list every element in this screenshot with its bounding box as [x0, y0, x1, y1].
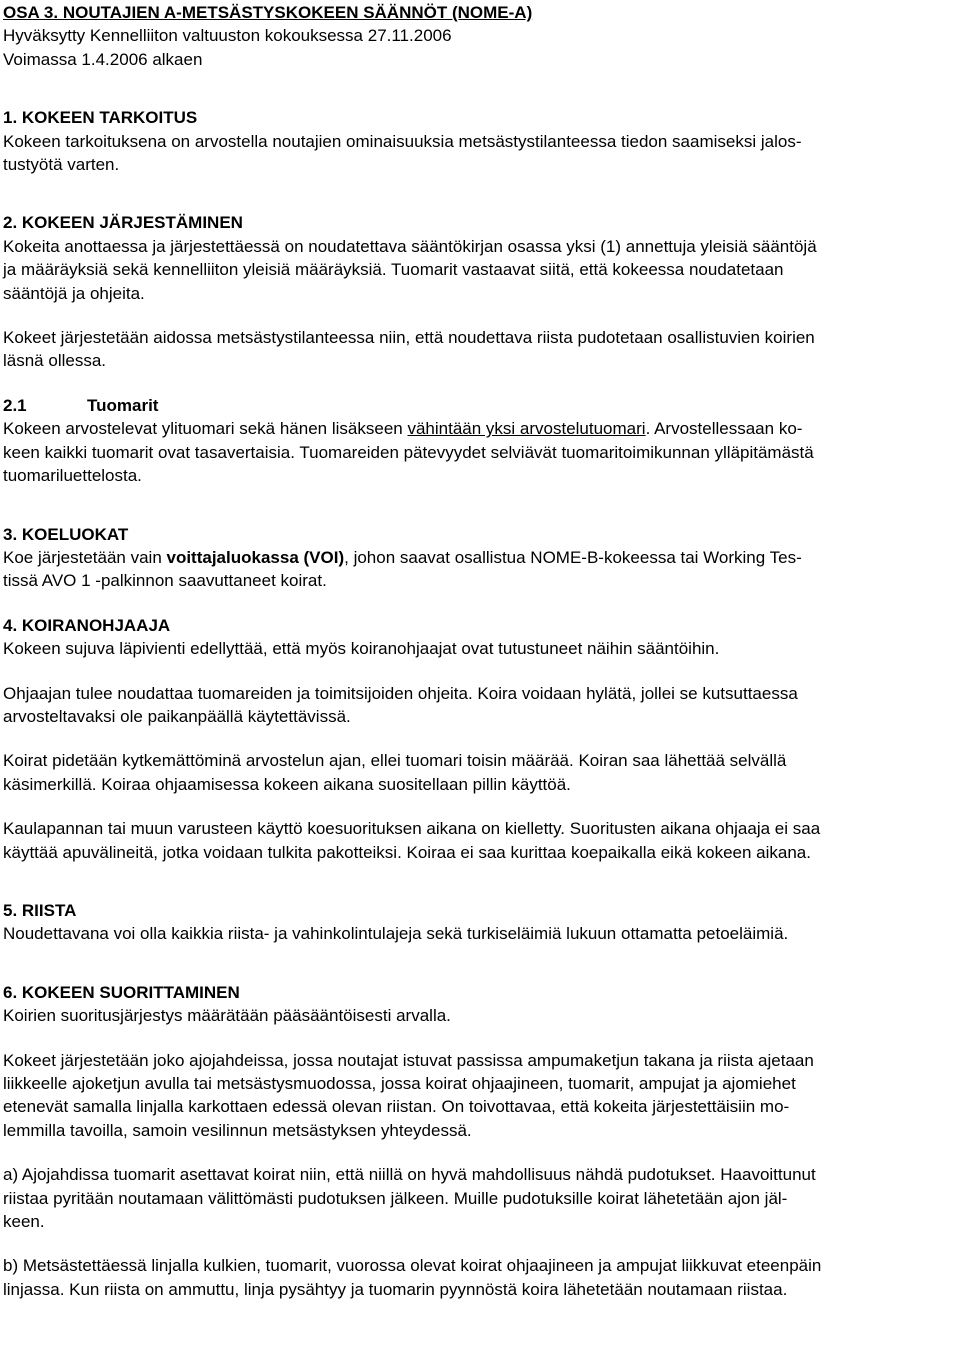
section-6-text-line: linjassa. Kun riista on ammuttu, linja pysähtyy ja tuomarin pyynnöstä koira lähetetään noutamaan riistaa. [3, 1279, 788, 1299]
section-4-text-line: Kaulapannan tai muun varusteen käyttö koesuorituksen aikana on kielletty. Suoritusten aikana ohjaaja ei saa [3, 819, 821, 839]
section-4-text-line: arvosteltavaksi ole paikanpäällä käytettävissä. [3, 706, 351, 726]
section-3-text-line [3, 546, 958, 569]
section-3-heading: 3. KOELUOKAT [3, 524, 129, 544]
section-1-heading: 1. KOKEEN TARKOITUS [3, 108, 198, 128]
section-2-text-line: läsnä ollessa. [3, 351, 107, 371]
section-6 [3, 981, 958, 1301]
section-5 [3, 899, 958, 946]
section-2-text-line: ja määräyksiä sekä kennelliiton yleisiä määräyksiä. Tuomarit vastaavat siitä, että kokeessa noudatetaan [3, 260, 784, 280]
section-6-text-line: keen. [3, 1212, 45, 1232]
section-1-text-line: tustyötä varten. [3, 155, 120, 175]
section-2-text-line: sääntöjä ja ohjeita. [3, 283, 145, 303]
underlined-text: vähintään yksi arvostelutuomari [407, 419, 646, 439]
text-run: , johon saavat osallistua NOME-B-kokeessa tai Working Tes- [344, 547, 802, 567]
section-4 [3, 614, 958, 864]
section-6-text-line: liikkeelle ajoketjun avulla tai metsästysmuodossa, jossa koirat ohjaajineen, tuomarit, ampujat ja ajomiehet [3, 1074, 796, 1093]
section-2-text-line: Kokeita anottaessa ja järjestettäessä on noudatettava sääntökirjan osassa yksi (1) annettuja yleisiä sääntöjä [3, 236, 817, 256]
section-3 [3, 523, 958, 593]
document-title: OSA 3. NOUTAJIEN A-METSÄSTYSKOKEEN SÄÄNNÖT (NOME-A) [3, 3, 533, 22]
section-1-text-line: Kokeen tarkoituksena on arvostella noutajien ominaisuuksia metsästystilanteessa tiedon saamiseksi jalos- [3, 131, 802, 151]
subsection-2-1-text-line [3, 417, 958, 440]
approval-note: Hyväksytty Kennelliiton valtuuston kokouksessa 27.11.2006 [3, 26, 452, 46]
section-6-heading: 6. KOKEEN SUORITTAMINEN [3, 982, 240, 1002]
section-6-text-line: a) Ajojahdissa tuomarit asettavat koirat niin, että niillä on hyvä mahdollisuus nähdä pudotukset. Haavoittunut [3, 1165, 816, 1185]
validity-note: Voimassa 1.4.2006 alkaen [3, 49, 203, 69]
section-6-text-line: riistaa pyritään noutamaan välittömästi pudotuksen jälkeen. Muille pudotuksille koirat lähetetään ajon jäl- [3, 1188, 788, 1208]
section-6-text-line: lemmilla tavoilla, samoin vesilinnun metsästyksen yhteydessä. [3, 1120, 472, 1140]
section-4-text-line: käsimerkillä. Koiraa ohjaamisessa kokeen aikana suositellaan pillin käyttöä. [3, 774, 571, 794]
text-run: . Arvostellessaan ko- [645, 419, 803, 439]
section-3-text-line: tissä AVO 1 -palkinnon saavuttaneet koirat. [3, 571, 327, 591]
section-2 [3, 211, 958, 487]
section-4-text-line: Kokeen sujuva läpivienti edellyttää, että myös koiranohjaajat ovat tutustuneet näihin sääntöihin. [3, 639, 720, 659]
section-4-text-line: Ohjaajan tulee noudattaa tuomareiden ja toimitsijoiden ohjeita. Koira voidaan hylätä, jollei se kutsuttaessa [3, 683, 798, 703]
section-6-text-line: Koirien suoritusjärjestys määrätään pääsääntöisesti arvalla. [3, 1006, 451, 1026]
document-header [3, 1, 958, 71]
section-6-text-line: Kokeet järjestetään joko ajojahdeissa, jossa noutajat istuvat passissa ampumaketjun takana ja riista ajetaan [3, 1050, 814, 1070]
section-2-heading: 2. KOKEEN JÄRJESTÄMINEN [3, 213, 243, 233]
section-5-text-line: Noudettavana voi olla kaikkia riista- ja vahinkolintulajeja sekä turkiseläimiä lukuun ottamatta petoeläimiä. [3, 924, 789, 944]
text-run: Kokeen arvostelevat ylituomari sekä hänen lisäkseen [3, 419, 408, 439]
section-6-text-line: etenevät samalla linjalla karkottaen edessä olevan riistan. On toivottavaa, että kokeita järjestettäisiin mo- [3, 1097, 790, 1117]
document-page [3, 1, 958, 1301]
section-6-text-line: b) Metsästettäessä linjalla kulkien, tuomarit, vuorossa olevat koirat ohjaajineen ja ampujat liikkuvat eteenpäin [3, 1256, 822, 1276]
subsection-number: 2.1 [3, 395, 27, 415]
text-run: Koe järjestetään vain [3, 547, 167, 567]
section-2-text-line: Kokeet järjestetään aidossa metsästystilanteessa niin, että noudettava riista pudotetaan osallistuvien koirien [3, 328, 815, 348]
subsection-2-1-text-line: tuomariluettelosta. [3, 466, 142, 486]
section-4-text-line: Koirat pidetään kytkemättöminä arvostelun ajan, ellei tuomari toisin määrää. Koiran saa lähettää selvällä [3, 751, 787, 771]
subsection-title: Tuomarit [87, 395, 159, 415]
subsection-2-1-text-line: keen kaikki tuomarit ovat tasavertaisia. Tuomareiden pätevyydet selviävät tuomaritoimikunnan ylläpitämästä [3, 442, 814, 462]
section-4-heading: 4. KOIRANOHJAAJA [3, 615, 171, 635]
bold-text: voittajaluokassa (VOI) [166, 547, 345, 567]
section-4-text-line: käyttää apuvälineitä, jotka voidaan tulkita pakotteiksi. Koiraa ei saa kurittaa koepaikalla eikä kokeen aikana. [3, 842, 811, 862]
section-1 [3, 106, 958, 176]
subsection-2-1-heading [3, 394, 958, 417]
section-5-heading: 5. RIISTA [3, 900, 77, 920]
